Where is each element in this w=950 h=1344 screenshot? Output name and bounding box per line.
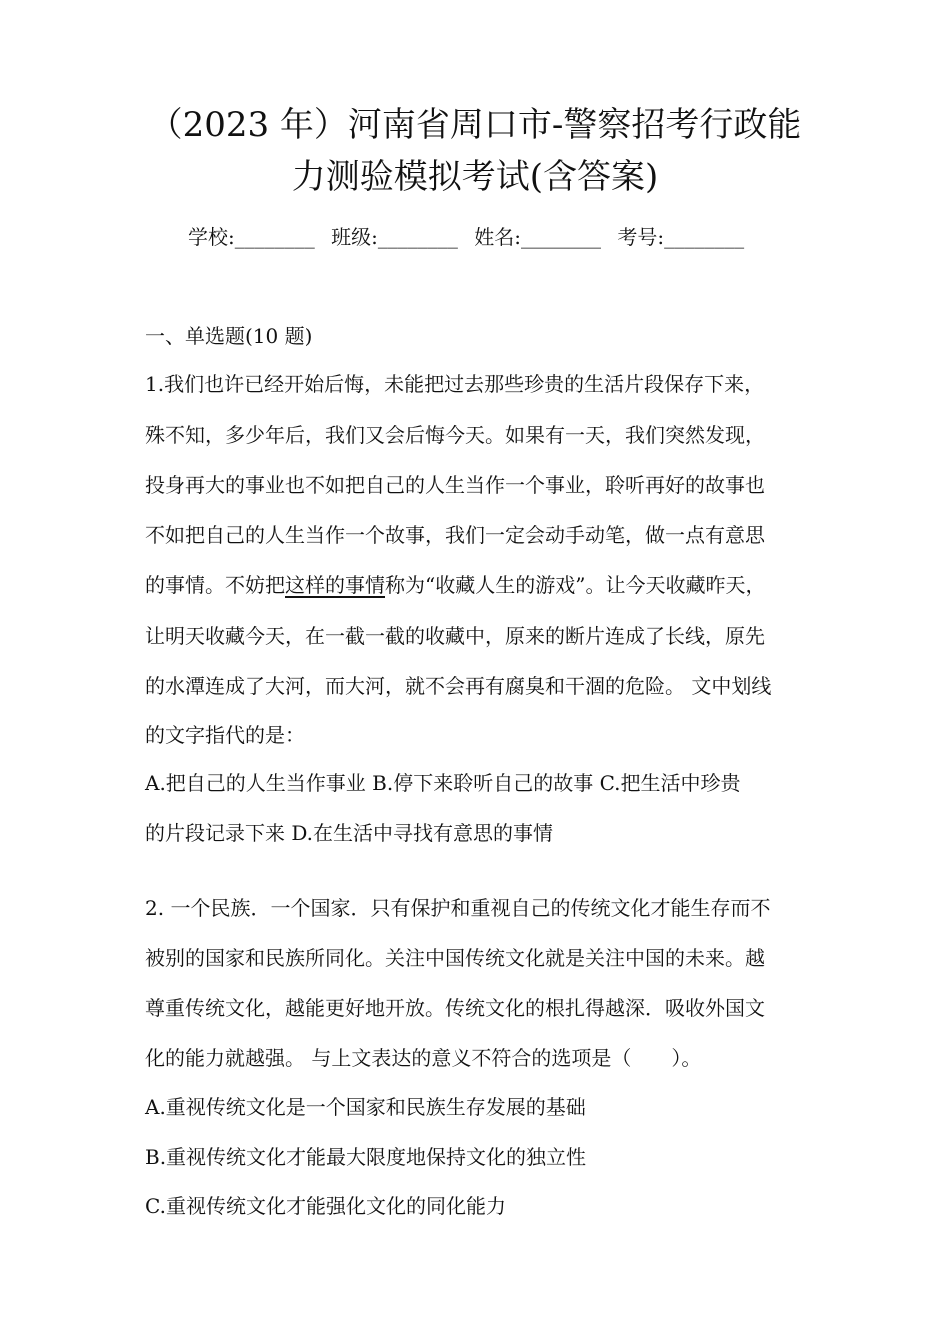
q2-line-3: 尊重传统文化，越能更好地开放。传统文化的根扎得越深．吸收外国文 [145,996,765,1020]
q2-line-1: 2. 一个民族．一个国家．只有保护和重视自己的传统文化才能生存而不 [145,896,771,920]
q1-line-8: 的文字指代的是： [145,723,305,747]
class-field: 班级:________ [331,225,458,249]
q1-line-3: 投身再大的事业也不如把自己的人生当作一个事业，聆听再好的故事也 [145,473,765,497]
section-heading: 一、单选题(10 题) [145,324,313,348]
document-title-line-2: 力测验模拟考试(含答案) [291,157,659,197]
q2-line-2: 被别的国家和民族所同化。关注中国传统文化就是关注中国的未来。越 [145,946,765,970]
q1-line-4: 不如把自己的人生当作一个故事，我们一定会动手动笔，做一点有意思 [145,523,765,547]
q1-line-7: 的水潭连成了大河，而大河，就不会再有腐臭和干涸的危险。 文中划线 [145,674,772,698]
document-title-line-1: （2023 年）河南省周口市-警察招考行政能 [148,105,802,145]
q2-option-c: C.重视传统文化才能强化文化的同化能力 [145,1194,506,1218]
exam-number-field: 考号:________ [617,225,745,249]
q1-underlined-phrase: 这样的事情 [285,573,385,597]
name-field: 姓名:________ [474,225,601,249]
student-info-row [188,222,754,252]
q2-option-b: B.重视传统文化才能最大限度地保持文化的独立性 [145,1145,587,1169]
q1-line-5-post: 称为“收藏人生的游戏”。让今天收藏昨天， [385,573,766,597]
school-field: 学校:________ [188,225,315,249]
q2-line-4: 化的能力就越强。 与上文表达的意义不符合的选项是（ ）。 [145,1046,702,1070]
q1-line-5-pre: 的事情。不妨把 [145,573,285,597]
q1-options-line-2: 的片段记录下来 D.在生活中寻找有意思的事情 [145,821,554,845]
q1-line-2: 殊不知，多少年后，我们又会后悔今天。如果有一天，我们突然发现， [145,423,765,447]
q1-options-line-1: A.把自己的人生当作事业 B.停下来聆听自己的故事 C.把生活中珍贵 [145,771,741,795]
q2-option-a: A.重视传统文化是一个国家和民族生存发展的基础 [145,1095,586,1119]
q1-line-5 [145,570,765,600]
q1-line-6: 让明天收藏今天，在一截一截的收藏中，原来的断片连成了长线，原先 [145,624,765,648]
q1-line-1: 1.我们也许已经开始后悔，未能把过去那些珍贵的生活片段保存下来， [145,372,765,396]
